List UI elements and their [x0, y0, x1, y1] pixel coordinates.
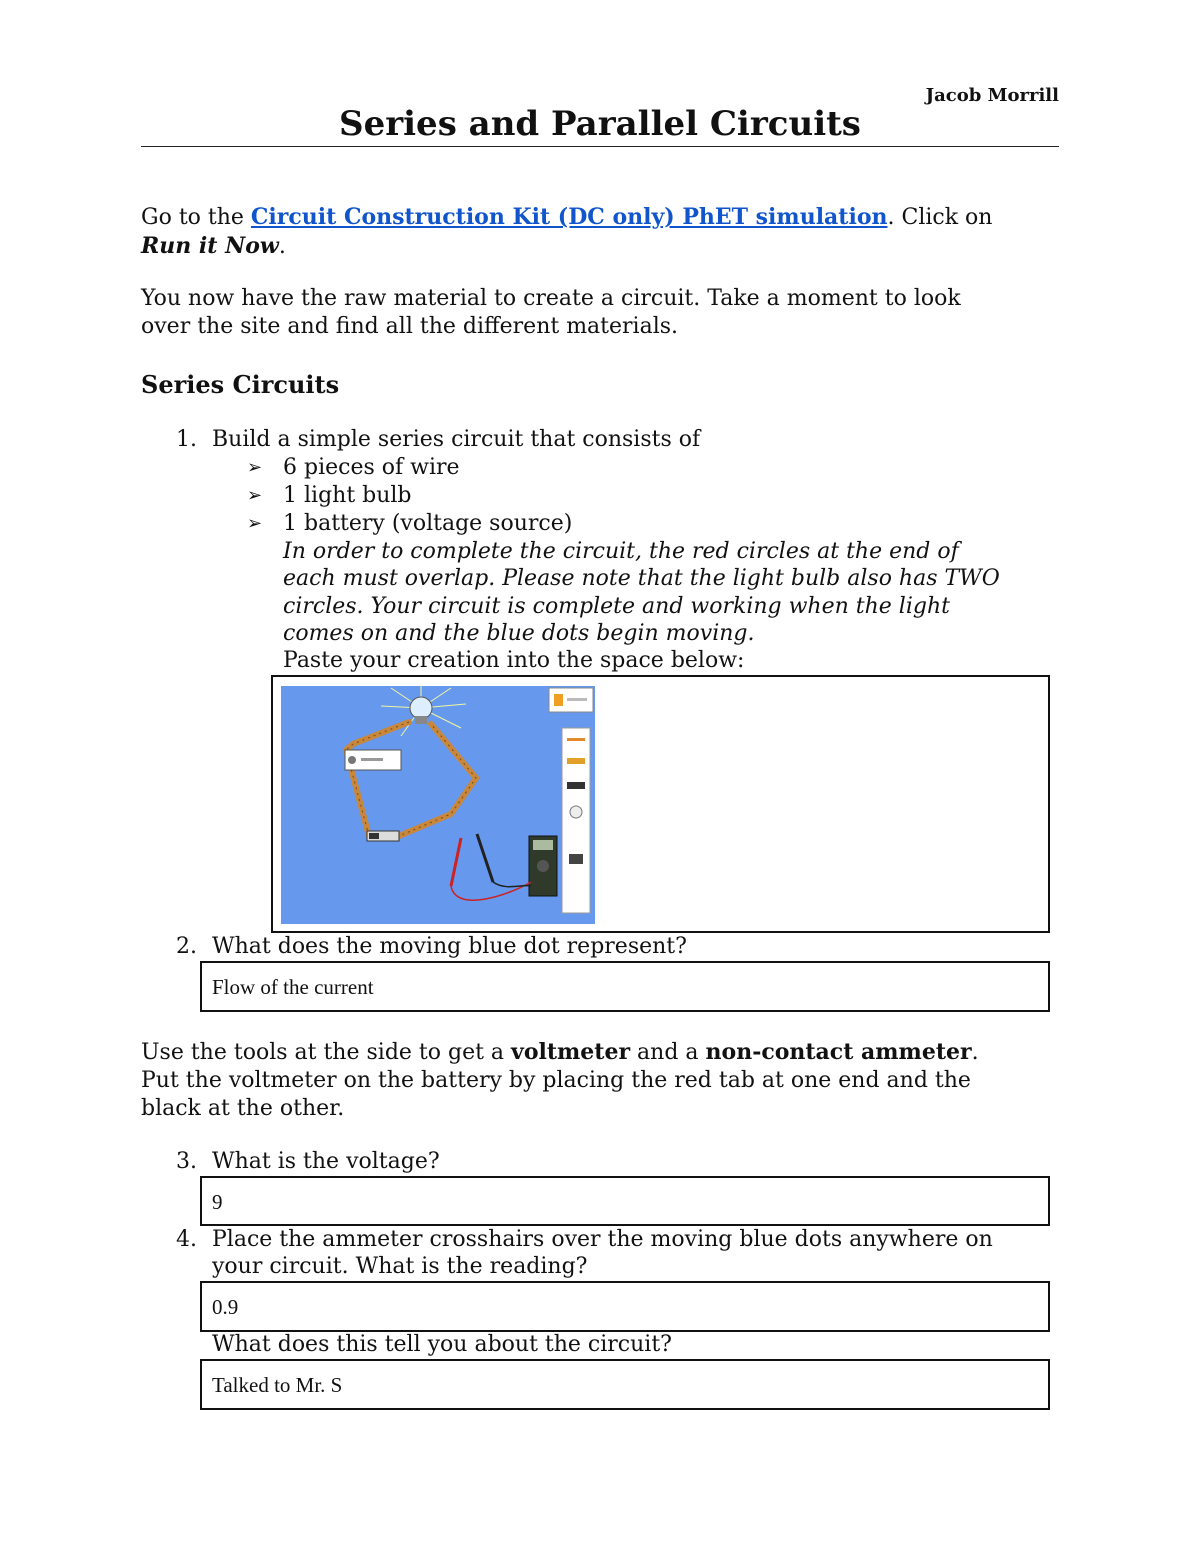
list-item: 1 light bulb: [283, 483, 412, 508]
list-item: 1 battery (voltage source): [283, 511, 573, 536]
voltmeter-term: voltmeter: [511, 1039, 631, 1065]
paragraph-text: .: [971, 1040, 979, 1065]
creation-paste-box: [271, 675, 1050, 933]
q2-number: 2.: [176, 934, 197, 959]
q3-answer-field[interactable]: 9: [200, 1176, 1050, 1226]
q3-number: 3.: [176, 1149, 197, 1174]
bullet-arrow-icon: ➢: [247, 457, 263, 478]
author-name: Jacob Morrill: [925, 85, 1059, 106]
q2-answer-field[interactable]: Flow of the current: [200, 961, 1050, 1012]
paragraph-line: black at the other.: [141, 1096, 345, 1121]
list-item: 6 pieces of wire: [283, 455, 460, 480]
q4-followup-answer-field[interactable]: Talked to Mr. S: [200, 1359, 1050, 1410]
q4-answer-field[interactable]: 0.9: [200, 1281, 1050, 1332]
ammeter-term: non-contact ammeter: [705, 1039, 972, 1065]
q1-text: Build a simple series circuit that consists of: [212, 427, 701, 452]
intro-paragraph: [141, 203, 1071, 261]
bullet-arrow-icon: ➢: [247, 513, 263, 534]
q4-text-line2: your circuit. What is the reading?: [212, 1254, 588, 1279]
bullet-arrow-icon: ➢: [247, 485, 263, 506]
intro-click-text: . Click on: [887, 205, 993, 230]
instruction-note-line: comes on and the blue dots begin moving.: [283, 621, 755, 646]
q1-number: 1.: [176, 427, 197, 452]
q4-followup-text: What does this tell you about the circuit?: [212, 1332, 672, 1357]
instruction-note-line: each must overlap. Please note that the light bulb also has TWO: [283, 566, 1000, 591]
paragraph-text: Use the tools at the side to get a: [141, 1040, 512, 1065]
page-title: Series and Parallel Circuits: [339, 104, 861, 144]
paragraph-line: You now have the raw material to create a circuit. Take a moment to look: [141, 286, 961, 311]
paragraph-text: and a: [630, 1040, 706, 1065]
title-divider: [141, 146, 1059, 147]
raw-material-paragraph: [141, 285, 1071, 341]
tools-paragraph: [141, 1038, 1071, 1123]
paragraph-line: over the site and find all the different materials.: [141, 314, 679, 339]
instruction-note-line: circles. Your circuit is complete and working when the light: [283, 594, 950, 619]
q2-text: What does the moving blue dot represent?: [212, 934, 687, 959]
section-heading-series: Series Circuits: [141, 370, 340, 399]
q3-text: What is the voltage?: [212, 1149, 440, 1174]
phet-simulation-link[interactable]: Circuit Construction Kit (DC only) PhET simulation: [250, 204, 888, 230]
circuit-simulation-screenshot: [281, 686, 595, 924]
instruction-note-line: In order to complete the circuit, the red circles at the end of: [283, 539, 959, 564]
intro-period: .: [278, 234, 286, 259]
run-it-now-text: Run it Now: [141, 233, 279, 259]
q4-number: 4.: [176, 1227, 197, 1252]
paste-instruction: Paste your creation into the space below:: [283, 648, 745, 673]
intro-text: Go to the: [141, 205, 251, 230]
paragraph-line: Put the voltmeter on the battery by placing the red tab at one end and the: [141, 1068, 971, 1093]
q4-text-line1: Place the ammeter crosshairs over the moving blue dots anywhere on: [212, 1227, 993, 1252]
